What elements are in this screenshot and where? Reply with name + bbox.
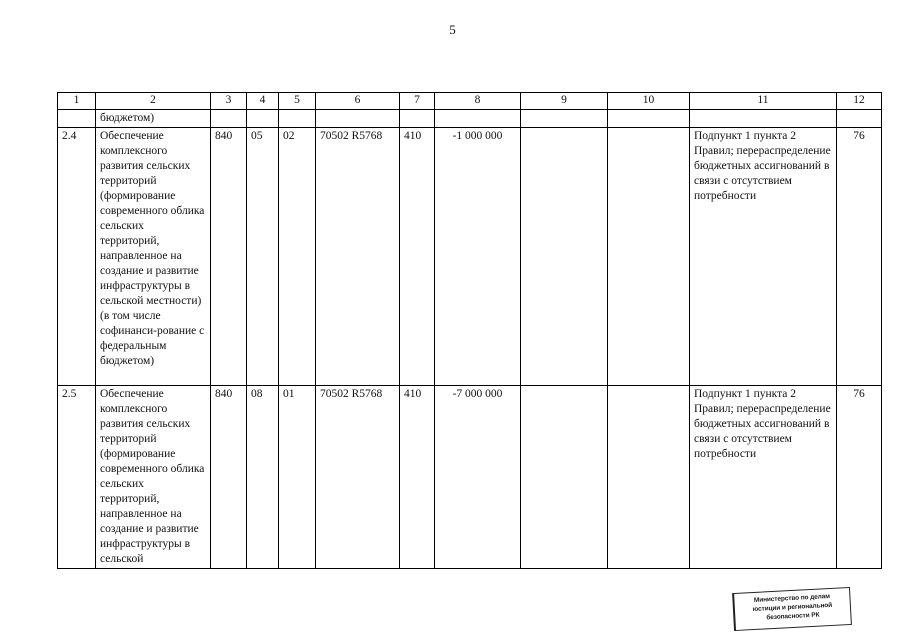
col-header-9: 9 — [521, 93, 608, 110]
stamp-line-3: безопасности РК — [766, 611, 820, 622]
row-number: 2.5 — [58, 386, 96, 569]
cell-7: 410 — [400, 386, 435, 569]
stamp-line-1: Министерство по делам — [753, 593, 831, 604]
continuation-row — [58, 110, 882, 128]
header-row — [58, 93, 882, 110]
cell-12: 76 — [837, 386, 882, 569]
cell-3: 840 — [211, 128, 247, 386]
cell-4: 05 — [247, 128, 279, 386]
col-header-3: 3 — [211, 93, 247, 110]
stamp-line-2: юстиции и региональной — [752, 601, 833, 614]
registration-stamp — [732, 587, 852, 631]
cell-6: 70502 R5768 — [316, 128, 400, 386]
col-header-5: 5 — [279, 93, 316, 110]
cell-6: 70502 R5768 — [316, 386, 400, 569]
col-header-1: 1 — [58, 93, 96, 110]
cell-4: 08 — [247, 386, 279, 569]
table-row — [58, 386, 882, 569]
page-number: 5 — [449, 22, 456, 37]
col-header-10: 10 — [608, 93, 690, 110]
col-header-12: 12 — [837, 93, 882, 110]
cell-8: -7 000 000 — [435, 386, 521, 569]
col-header-8: 8 — [435, 93, 521, 110]
cell-10 — [608, 386, 690, 569]
row-name: Обеспечение комплексного развития сельских территорий (формирование современного облика сельских территорий, направленное на создание и развитие инфраструктуры в сельской местности) (в том числе софинанси-рование с федеральным бюджетом) — [96, 128, 211, 386]
col-header-4: 4 — [247, 93, 279, 110]
cell-3: 840 — [211, 386, 247, 569]
cell-5: 02 — [279, 128, 316, 386]
row-number: 2.4 — [58, 128, 96, 386]
col-header-6: 6 — [316, 93, 400, 110]
cell-12: 76 — [837, 128, 882, 386]
cell-9 — [521, 386, 608, 569]
cell-8: -1 000 000 — [435, 128, 521, 386]
cell-7: 410 — [400, 128, 435, 386]
col-header-11: 11 — [690, 93, 837, 110]
continuation-text: бюджетом) — [96, 110, 211, 128]
col-header-2: 2 — [96, 93, 211, 110]
col-header-7: 7 — [400, 93, 435, 110]
cell-5: 01 — [279, 386, 316, 569]
row-name: Обеспечение комплексного развития сельских территорий (формирование современного облика сельских территорий, направленное на создание и развитие инфраструктуры в сельской — [96, 386, 211, 569]
cell-11: Подпункт 1 пункта 2 Правил; перераспределение бюджетных ассигнований в связи с отсутствием потребности — [690, 386, 837, 569]
table-row — [58, 128, 882, 386]
budget-table — [57, 92, 882, 569]
cell-9 — [521, 128, 608, 386]
cell-11: Подпункт 1 пункта 2 Правил; перераспределение бюджетных ассигнований в связи с отсутствием потребности — [690, 128, 837, 386]
cell-10 — [608, 128, 690, 386]
